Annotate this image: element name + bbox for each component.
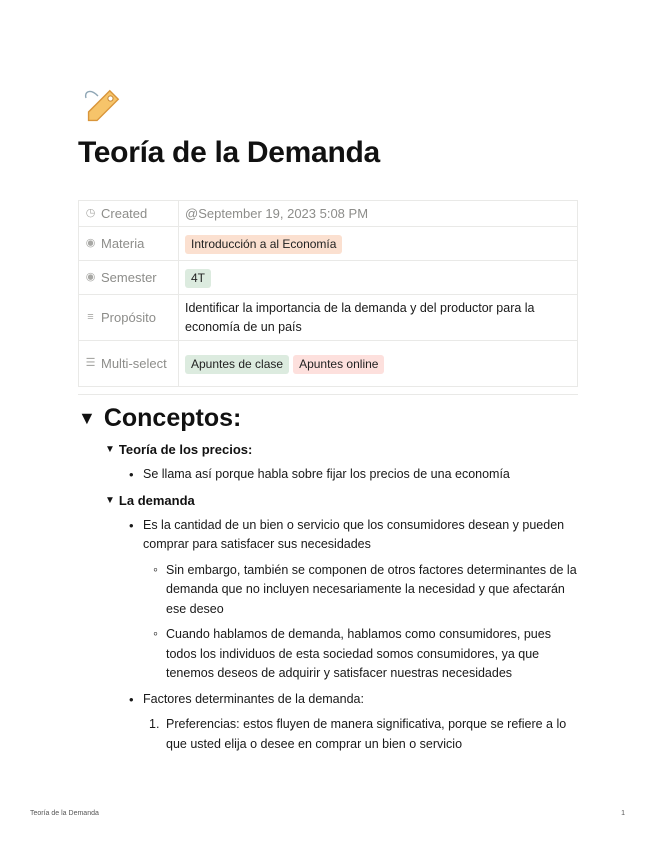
toggle-open-icon[interactable]: ▼ — [78, 408, 96, 428]
toggle-item[interactable] — [105, 440, 578, 460]
list-item: • Se llama así porque habla sobre fijar los precios de una economía — [143, 465, 578, 485]
property-name: Created — [101, 206, 148, 221]
property-name: Semester — [101, 270, 157, 285]
bullet-list — [105, 465, 578, 485]
numbered-list — [143, 715, 578, 754]
toggle-heading[interactable] — [78, 402, 578, 434]
list-number: 1. — [149, 717, 160, 731]
page-content — [78, 402, 578, 760]
clock-icon: ◷ — [85, 207, 96, 219]
created-value[interactable]: @September 19, 2023 5:08 PM — [179, 201, 578, 227]
list-icon: ☰ — [85, 357, 96, 369]
heading-text: Conceptos: — [103, 404, 242, 432]
list-item-text: Es la cantidad de un bien o servicio que los consumidores desean y pueden comprar para satisfacer sus necesidades — [143, 517, 565, 551]
property-row — [79, 201, 578, 227]
toggle-open-icon[interactable]: ▼ — [105, 494, 115, 506]
toggle-title: La demanda — [118, 492, 195, 508]
property-name: Propósito — [101, 310, 156, 325]
list-item — [149, 715, 578, 754]
list-item-text: Preferencias: estos fluyen de manera significativa, porque se refiere a lo que usted elija o desee en comprar un bien o servicio — [166, 717, 567, 751]
toggle-item[interactable] — [105, 491, 578, 511]
list-item: ◦ Sin embargo, también se componen de otros factores determinantes de la demanda que no incluyen necesariamente la necesidad y que afectarán ese deseo — [166, 561, 578, 620]
list-item — [143, 516, 578, 684]
tag-icon — [78, 84, 126, 130]
footer-page-number: 1 — [621, 810, 625, 817]
properties-table — [78, 200, 578, 387]
property-name: Multi-select — [101, 356, 167, 371]
text-icon: ≡ — [87, 311, 94, 323]
divider — [78, 394, 578, 395]
sub-bullet-list — [143, 561, 578, 684]
list-item: ◦ Cuando hablamos de demanda, hablamos como consumidores, pues todos los individuos de esta sociedad somos consumidores, ya que tenemos deseos de adquirir y satisfacer nuestras necesidades — [166, 625, 578, 684]
select-icon: ◉ — [85, 237, 96, 249]
tag[interactable]: Introducción a al Economía — [185, 235, 342, 254]
bullet-list — [105, 516, 578, 755]
page-title: Teoría de la Demanda — [78, 136, 380, 169]
tag[interactable]: 4T — [185, 269, 211, 288]
property-row — [79, 341, 578, 387]
property-row — [79, 261, 578, 295]
list-item-text: Factores determinantes de la demanda: — [143, 691, 364, 706]
property-row — [79, 295, 578, 341]
property-name: Materia — [101, 236, 145, 251]
select-icon: ◉ — [85, 271, 96, 283]
toggle-open-icon[interactable]: ▼ — [105, 444, 115, 455]
tag[interactable]: Apuntes de clase — [185, 355, 289, 374]
toggle-body — [105, 440, 578, 754]
proposito-value[interactable]: Identificar la importancia de la demanda y del productor para la economía de un país — [179, 295, 578, 341]
property-row — [79, 227, 578, 261]
footer-title: Teoría de la Demanda — [30, 810, 99, 817]
list-item — [143, 690, 578, 755]
tag[interactable]: Apuntes online — [293, 355, 384, 374]
toggle-title: Teoría de los precios: — [118, 442, 253, 457]
